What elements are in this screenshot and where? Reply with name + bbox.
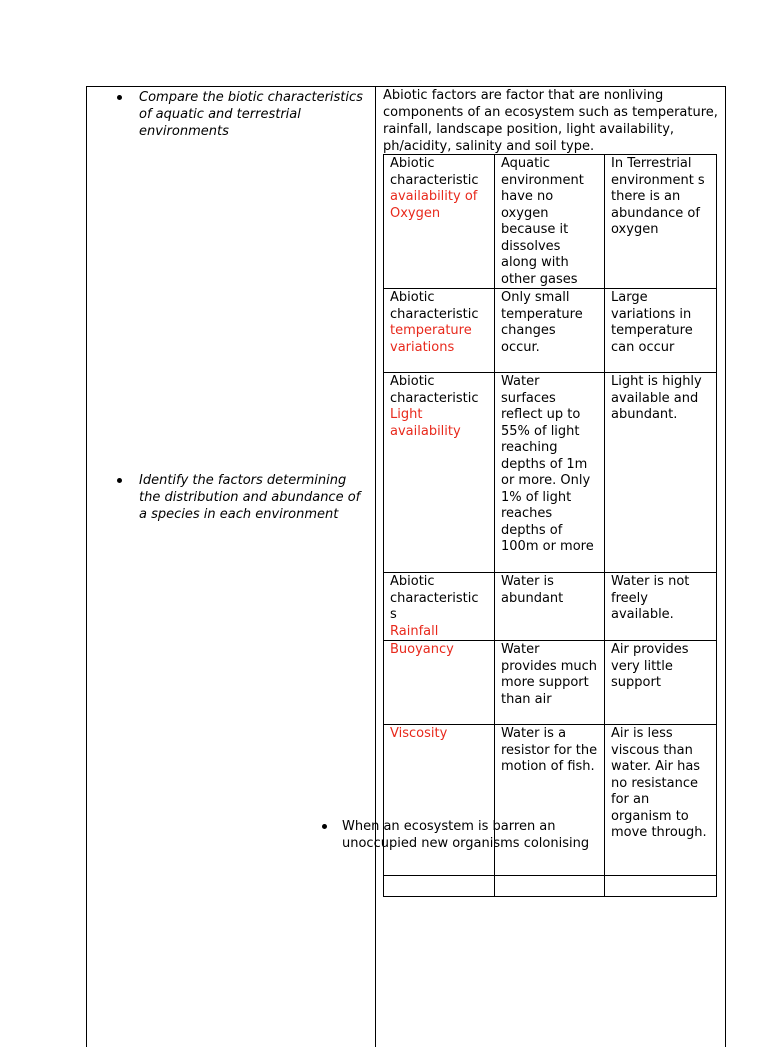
table-row — [384, 725, 717, 876]
aquatic-cell: Only small temperature changes occur. — [495, 289, 605, 373]
bullet-dot-icon — [322, 824, 327, 829]
aquatic-cell: Aquatic environment have no oxygen because it dissolves along with other gases — [495, 155, 605, 289]
factor-prefix: Abiotic characteristic — [390, 290, 479, 322]
objective-bullet-identify — [109, 472, 371, 523]
aquatic-cell: Water provides much more support than air — [495, 641, 605, 725]
colonisation-text: When an ecosystem is barren an unoccupied new organisms colonising — [342, 819, 590, 851]
factor-cell — [384, 573, 495, 641]
table-row — [384, 289, 717, 373]
terrestrial-cell: In Terrestrial environment s there is an abundance of oxygen — [605, 155, 717, 289]
terrestrial-cell: Water is not freely available. — [605, 573, 717, 641]
bullet-dot-icon — [117, 478, 122, 483]
bullet-dot-icon — [117, 95, 122, 100]
objective-bullet-compare — [109, 89, 371, 140]
factor-name: availability of Oxygen — [390, 189, 478, 221]
factor-prefix: Abiotic characteristic — [390, 156, 479, 188]
column-divider — [375, 87, 376, 1047]
aquatic-cell: Water is a resistor for the motion of fish. — [495, 725, 605, 876]
terrestrial-cell: Light is highly available and abundant. — [605, 373, 717, 573]
objective-text: Identify the factors determining the distribution and abundance of a species in each environment — [139, 473, 361, 522]
factor-prefix: Abiotic characteristic — [390, 374, 479, 406]
empty-cell — [384, 876, 495, 897]
factor-cell — [384, 155, 495, 289]
empty-cell — [495, 876, 605, 897]
intro-paragraph: Abiotic factors are factor that are nonliving components of an ecosystem such as temperature, rainfall, landscape position, light availability, ph/acidity, salinity and soil type. — [383, 88, 718, 154]
factor-prefix: Abiotic characteristic s — [390, 574, 479, 622]
objective-text: Compare the biotic characteristics of aquatic and terrestrial environments — [139, 90, 363, 139]
table-row-empty — [384, 876, 717, 897]
terrestrial-cell: Air provides very little support — [605, 641, 717, 725]
terrestrial-cell: Air is less viscous than water. Air has no resistance for an organism to move through. — [605, 725, 717, 876]
factor-cell — [384, 373, 495, 573]
table-row — [384, 641, 717, 725]
outline-table — [86, 86, 726, 1047]
abiotic-comparison-table — [383, 154, 717, 897]
aquatic-cell: Water surfaces reflect up to 55% of light reaching depths of 1m or more. Only 1% of light reaches depths of 100m or more — [495, 373, 605, 573]
table-row — [384, 373, 717, 573]
factor-name: Rainfall — [390, 623, 439, 639]
factor-name: Light availability — [390, 407, 461, 439]
table-row — [384, 573, 717, 641]
aquatic-cell: Water is abundant — [495, 573, 605, 641]
factor-cell — [384, 289, 495, 373]
terrestrial-cell: Large variations in temperature can occur — [605, 289, 717, 373]
colonisation-bullet — [314, 818, 634, 852]
table-row — [384, 155, 717, 289]
factor-cell — [384, 725, 495, 876]
empty-cell — [605, 876, 717, 897]
factor-name: Viscosity — [390, 726, 448, 741]
factor-name: Buoyancy — [390, 642, 454, 657]
factor-cell — [384, 641, 495, 725]
factor-name: temperature variations — [390, 323, 472, 355]
